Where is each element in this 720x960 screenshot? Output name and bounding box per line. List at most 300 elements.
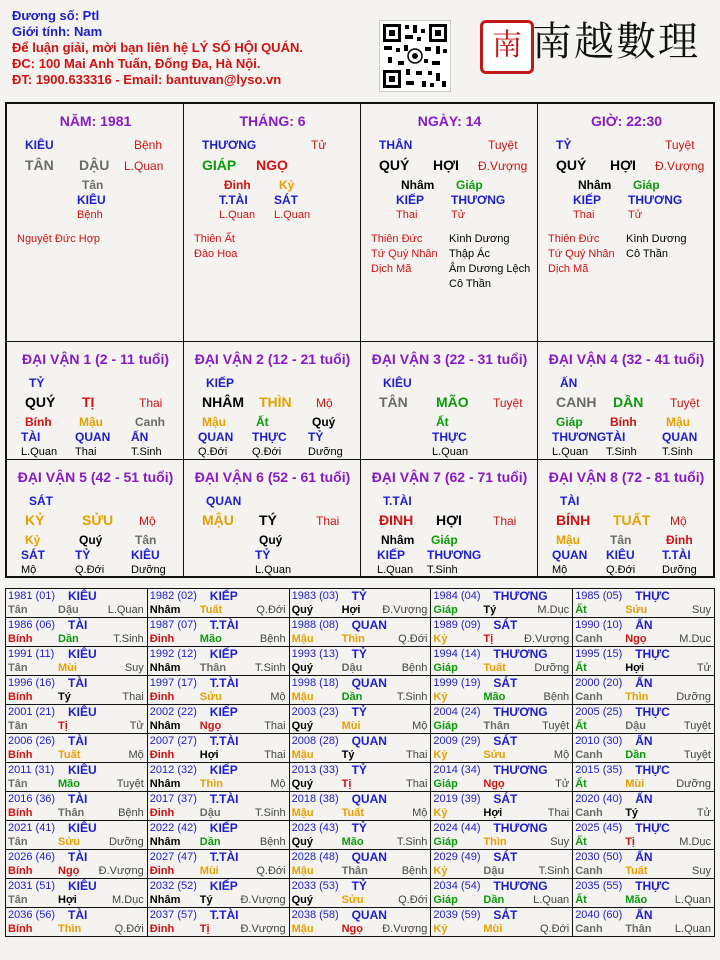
dai-van-stem: NHÂM	[202, 394, 244, 410]
dai-van-stem: MẬU	[202, 512, 234, 528]
year-stem: Giáp	[433, 662, 458, 674]
year-ten-god: ẤN	[635, 734, 653, 748]
hidden-ten-god: QUAN	[75, 430, 111, 444]
year-ten-god: THỰC	[635, 763, 670, 777]
year-stage: L.Quan	[107, 604, 144, 616]
pillar-branch-stage: Đ.Vượng	[478, 159, 528, 173]
year-ten-god: ẤN	[635, 676, 653, 690]
hidden-stage: Q.Đới	[606, 564, 636, 576]
hidden-stage: L.Quan	[552, 446, 589, 458]
year-stage: L.Quan	[674, 923, 711, 935]
hidden-ten-god: SÁT	[21, 548, 45, 562]
year-branch: Dậu	[341, 662, 363, 674]
year-label: 2029 (49)	[433, 851, 481, 863]
year-ten-god: TỶ	[351, 821, 367, 835]
year-branch: Tý	[199, 894, 213, 906]
year-branch: Ngọ	[58, 865, 80, 877]
hidden-stage: Bệnh	[77, 209, 103, 221]
year-label: 2004 (24)	[433, 706, 481, 718]
year-ten-god: T.TÀI	[209, 618, 239, 632]
year-stage: Dưỡng	[534, 662, 570, 674]
year-branch: Tị	[341, 778, 352, 790]
hidden-ten-god: ẤN	[131, 430, 149, 444]
hidden-stem: Quý	[259, 533, 283, 547]
year-label: 2035 (55)	[575, 880, 623, 892]
star: Dịch Mã	[548, 263, 589, 275]
year-ten-god: QUAN	[351, 850, 387, 864]
year-branch: Thìn	[483, 836, 507, 848]
year-branch: Tý	[58, 691, 71, 703]
year-branch: Dần	[341, 691, 363, 703]
year-stage: Thai	[405, 749, 428, 761]
hidden-stem: Ất	[256, 415, 269, 429]
year-branch: Dậu	[58, 604, 79, 616]
star: Kình Dương	[626, 233, 687, 245]
year-stem: Đinh	[149, 749, 175, 761]
year-label: 2019 (39)	[433, 793, 481, 805]
year-branch: Hợi	[199, 749, 219, 761]
year-stage: Đ.Vượng	[98, 865, 144, 877]
year-stem: Mậu	[291, 691, 314, 703]
year-branch: Ngọ	[625, 633, 647, 645]
dai-van-title: ĐẠI VẬN 6 (52 - 61 tuổi)	[194, 469, 351, 485]
year-label: 2036 (56)	[8, 909, 56, 921]
year-cell	[431, 763, 573, 792]
year-branch: Dậu	[199, 807, 221, 819]
year-stem: Canh	[575, 865, 603, 877]
hidden-ten-god: KIÊU	[77, 193, 106, 207]
dai-van-box	[184, 460, 361, 578]
year-stage: Mộ	[412, 720, 428, 732]
year-ten-god: SÁT	[493, 676, 518, 690]
year-ten-god: KIÊU	[68, 647, 97, 661]
year-branch: Thìn	[625, 691, 649, 703]
star: Thiên Đức	[371, 233, 423, 245]
year-row	[6, 647, 715, 676]
year-cell	[6, 676, 148, 705]
hidden-stage: Dưỡng	[308, 446, 343, 458]
year-cell	[573, 705, 715, 734]
year-branch: Tị	[625, 836, 635, 848]
year-label: 2031 (51)	[8, 880, 56, 892]
year-stem: Canh	[575, 807, 603, 819]
year-stem: Kỷ	[433, 923, 448, 935]
year-stem: Giáp	[433, 720, 458, 732]
year-stage: L.Quan	[674, 894, 711, 906]
year-cell	[147, 763, 289, 792]
year-ten-god: T.TÀI	[209, 850, 239, 864]
year-ten-god: TỶ	[351, 647, 367, 661]
year-stem: Bính	[8, 865, 33, 877]
year-ten-god: THƯƠNG	[493, 763, 548, 777]
year-branch: Tị	[483, 633, 494, 645]
pillar-title: GIỜ: 22:30	[590, 113, 663, 129]
year-cell	[147, 792, 289, 821]
year-branch: Sửu	[483, 749, 506, 761]
pillar-box	[184, 104, 361, 342]
year-cell	[289, 763, 431, 792]
dai-van-ten-god: T.TÀI	[383, 494, 412, 508]
year-stage: T.Sinh	[255, 662, 286, 674]
year-stem: Đinh	[149, 923, 175, 935]
hidden-stem: Mậu	[666, 415, 690, 429]
hidden-ten-god: QUAN	[662, 430, 698, 444]
hidden-ten-god: TỶ	[75, 548, 91, 562]
year-ten-god: KIẾP	[209, 705, 238, 719]
pillar-stage: Tuyệt	[488, 138, 518, 152]
year-branch: Tý	[625, 807, 639, 819]
year-branch: Thìn	[199, 778, 224, 790]
dai-van-title: ĐẠI VẬN 1 (2 - 11 tuổi)	[21, 351, 170, 367]
year-label: 2012 (32)	[149, 764, 197, 776]
year-cell	[289, 821, 431, 850]
year-cell	[289, 589, 431, 618]
hidden-stage: L.Quan	[219, 209, 256, 221]
year-ten-god: THƯƠNG	[493, 647, 548, 661]
dai-van-box	[7, 342, 184, 460]
year-label: 1987 (07)	[149, 619, 197, 631]
year-stem: Mậu	[291, 749, 314, 761]
dai-van-branch: DẦN	[613, 394, 644, 410]
dai-van-ten-god: KIÊU	[383, 376, 412, 390]
year-stage: T.Sinh	[255, 807, 286, 819]
dai-van-branch: MÃO	[436, 394, 469, 410]
year-cell	[147, 676, 289, 705]
year-label: 2000 (20)	[575, 677, 623, 689]
year-label: 1993 (13)	[291, 648, 339, 660]
year-branch: Thìn	[58, 923, 82, 935]
year-ten-god: THƯƠNG	[493, 821, 548, 835]
pillar-stage: Bệnh	[134, 138, 163, 152]
year-label: 2002 (22)	[149, 706, 197, 718]
hidden-ten-god: T.TÀI	[219, 193, 248, 207]
hidden-stem: Kỷ	[279, 178, 295, 192]
pillar-branch: DẬU	[79, 157, 110, 173]
year-label: 1999 (19)	[433, 677, 481, 689]
dai-van-stem: TÂN	[379, 394, 408, 410]
year-ten-god: QUAN	[351, 676, 387, 690]
hidden-stem: Kỷ	[25, 533, 41, 547]
dai-van-box	[361, 342, 538, 460]
hidden-ten-god: THƯƠNG	[451, 193, 506, 207]
dai-van-title: ĐẠI VẬN 2 (12 - 21 tuổi)	[194, 351, 351, 367]
year-label: 2025 (45)	[575, 822, 623, 834]
year-cell	[289, 705, 431, 734]
year-cell	[289, 850, 431, 879]
hidden-stage: T.Sinh	[606, 446, 637, 458]
year-label: 1990 (10)	[575, 619, 623, 631]
pillar-box	[538, 104, 715, 342]
hidden-ten-god: KIẾP	[573, 193, 602, 207]
year-cell	[147, 734, 289, 763]
dai-van-branch: TUẤT	[613, 512, 651, 528]
hidden-stem: Nhâm	[578, 178, 612, 192]
year-branch: Thân	[341, 865, 368, 877]
star: Cô Thần	[449, 278, 491, 290]
year-ten-god: TỶ	[351, 589, 367, 603]
year-ten-god: TÀI	[68, 850, 88, 864]
year-branch: Ngọ	[483, 778, 505, 790]
year-stem: Canh	[575, 691, 603, 703]
year-cell	[289, 908, 431, 937]
star: Thiên Ất	[194, 233, 235, 245]
year-stage: Thai	[547, 807, 570, 819]
year-stage: Thai	[264, 749, 286, 761]
year-stage: Bệnh	[118, 807, 144, 819]
year-stem: Nhâm	[149, 662, 181, 674]
year-ten-god: QUAN	[351, 734, 387, 748]
year-cell	[6, 792, 148, 821]
year-ten-god: ẤN	[635, 908, 653, 922]
hidden-stage: L.Quan	[377, 564, 414, 576]
year-cell	[289, 618, 431, 647]
year-ten-god: TỶ	[351, 763, 367, 777]
year-row	[6, 908, 715, 937]
year-stage: Q.Đới	[398, 894, 428, 906]
star: Đào Hoa	[194, 248, 238, 260]
year-stage: Dưỡng	[109, 836, 144, 848]
year-row	[6, 705, 715, 734]
seal-stamp: 南	[480, 20, 534, 74]
year-stage: T.Sinh	[113, 633, 144, 645]
dai-van-stage: Mộ	[139, 514, 156, 528]
year-stage: Tuyệt	[542, 720, 570, 732]
year-stem: Kỷ	[433, 807, 448, 819]
pillar-title: NGÀY: 14	[417, 113, 482, 129]
hidden-ten-god: KIÊU	[606, 548, 635, 562]
year-cell	[573, 850, 715, 879]
year-branch: Tý	[483, 604, 497, 616]
year-row	[6, 792, 715, 821]
year-label: 1981 (01)	[8, 590, 56, 602]
year-cell	[431, 879, 573, 908]
pillar-stem: QUÝ	[556, 157, 587, 173]
hidden-ten-god: QUAN	[198, 430, 234, 444]
year-label: 2033 (53)	[291, 880, 339, 892]
hidden-ten-god: THƯƠNG	[427, 548, 482, 562]
year-cell	[573, 647, 715, 676]
year-ten-god: KIÊU	[68, 821, 97, 835]
hidden-ten-god: THỰC	[252, 430, 287, 444]
year-stage: Tuyệt	[683, 749, 711, 761]
year-row	[6, 821, 715, 850]
year-cell	[147, 618, 289, 647]
year-branch: Tị	[199, 923, 210, 935]
year-ten-god: TÀI	[68, 676, 88, 690]
hidden-ten-god: THƯƠNG	[628, 193, 683, 207]
year-ten-god: THỰC	[635, 879, 670, 893]
year-ten-god: TÀI	[68, 792, 88, 806]
year-branch: Mùi	[341, 720, 361, 732]
year-label: 2039 (59)	[433, 909, 481, 921]
year-stem: Tân	[8, 894, 28, 906]
year-ten-god: THƯƠNG	[493, 705, 548, 719]
dai-van-stage: Mộ	[316, 396, 333, 410]
pillar-stem: GIÁP	[202, 157, 237, 173]
year-label: 2024 (44)	[433, 822, 481, 834]
year-label: 2011 (31)	[8, 764, 55, 776]
year-stage: Bệnh	[259, 836, 286, 848]
year-stage: Suy	[124, 662, 144, 674]
year-branch: Tuất	[483, 662, 506, 674]
year-branch: Tuất	[341, 807, 364, 819]
hidden-stage: Q.Đới	[75, 564, 105, 576]
year-cell	[573, 618, 715, 647]
year-stem: Kỷ	[433, 633, 448, 645]
year-cell	[6, 821, 148, 850]
year-branch: Dần	[625, 749, 646, 761]
year-cell	[431, 618, 573, 647]
year-stem: Bính	[8, 807, 33, 819]
phone-email: ĐT: 1900.633316 - Email: bantuvan@lyso.vn	[12, 72, 282, 87]
year-stage: Tử	[555, 778, 570, 790]
year-branch: Thân	[58, 807, 85, 819]
year-ten-god: THƯƠNG	[493, 879, 548, 893]
hidden-stem: Mậu	[202, 415, 226, 429]
pillar-stem: TÂN	[25, 157, 54, 173]
year-branch: Ngọ	[341, 923, 363, 935]
gender: Giới tính: Nam	[12, 24, 103, 39]
year-label: 2034 (54)	[433, 880, 481, 892]
year-branch: Dậu	[483, 865, 505, 877]
year-ten-god: TỶ	[351, 705, 367, 719]
year-stem: Canh	[575, 633, 603, 645]
hidden-ten-god: QUAN	[552, 548, 588, 562]
year-stage: T.Sinh	[396, 691, 428, 703]
year-label: 2037 (57)	[149, 909, 197, 921]
year-label: 1982 (02)	[149, 590, 197, 602]
pillar-box	[7, 104, 184, 342]
year-label: 1995 (15)	[575, 648, 623, 660]
year-stem: Nhâm	[149, 836, 181, 848]
year-stem: Đinh	[149, 691, 175, 703]
dai-van-stem: CANH	[556, 394, 597, 410]
hidden-ten-god: SÁT	[274, 193, 298, 207]
hidden-stem: Canh	[135, 415, 165, 429]
year-branch: Dần	[483, 894, 505, 906]
year-row	[6, 618, 715, 647]
dai-van-box	[184, 342, 361, 460]
year-row	[6, 850, 715, 879]
pillar-branch-stage: L.Quan	[124, 159, 164, 173]
pillar-branch: HỢI	[433, 157, 459, 173]
year-branch: Tuất	[58, 749, 81, 761]
hidden-stem: Giáp	[456, 178, 483, 192]
year-branch: Tuất	[625, 865, 648, 877]
year-stem: Tân	[8, 720, 28, 732]
hidden-stage: Thai	[396, 209, 418, 221]
dai-van-title: ĐẠI VẬN 8 (72 - 81 tuổi)	[548, 469, 705, 485]
year-label: 2016 (36)	[8, 793, 56, 805]
year-stem: Quý	[291, 662, 313, 674]
year-stem: Nhâm	[149, 778, 181, 790]
hidden-stem: Mậu	[556, 533, 580, 547]
hidden-stem: Tân	[135, 533, 157, 547]
year-ten-god: KIÊU	[68, 879, 97, 893]
year-stage: Q.Đới	[539, 923, 570, 935]
year-stage: L.Quan	[533, 894, 570, 906]
year-branch: Dần	[58, 633, 79, 645]
year-cell	[431, 792, 573, 821]
year-label: 1986 (06)	[8, 619, 56, 631]
year-label: 2027 (47)	[149, 851, 197, 863]
pillar-branch: HỢI	[610, 157, 636, 173]
year-ten-god: TÀI	[68, 734, 88, 748]
year-cell	[573, 908, 715, 937]
pillar-title: NĂM: 1981	[59, 113, 132, 129]
year-stem: Kỷ	[433, 865, 448, 877]
contact-note: Để luận giải, mời bạn liên hệ LÝ SỐ HỘI QUÁN.	[12, 40, 303, 55]
year-stage: Thai	[405, 778, 428, 790]
year-branch: Dậu	[625, 720, 646, 732]
year-branch: Thân	[625, 923, 652, 935]
year-stem: Tân	[8, 604, 28, 616]
year-label: 2022 (42)	[149, 822, 197, 834]
year-row	[6, 879, 715, 908]
hidden-stage: Thai	[75, 446, 97, 458]
year-ten-god: KIÊU	[68, 589, 97, 603]
year-cell	[6, 618, 148, 647]
year-label: 2006 (26)	[8, 735, 56, 747]
year-stem: Bính	[8, 691, 33, 703]
hidden-stage: Mộ	[21, 564, 37, 576]
year-stem: Giáp	[433, 604, 458, 616]
year-branch: Ngọ	[199, 720, 222, 732]
year-label: 1984 (04)	[433, 590, 481, 602]
year-stage: Q.Đới	[114, 923, 144, 935]
hidden-stage: T.Sinh	[131, 446, 162, 458]
year-stem: Tân	[8, 662, 28, 674]
year-cell	[573, 792, 715, 821]
year-ten-god: THỰC	[635, 705, 670, 719]
year-label: 2005 (25)	[575, 706, 623, 718]
star: Kình Dương	[449, 233, 510, 245]
year-stem: Đinh	[149, 633, 175, 645]
year-cell	[573, 676, 715, 705]
dai-van-ten-god: ẤN	[560, 376, 578, 390]
year-branch: Hợi	[341, 604, 361, 616]
pillar-branch-stage: Đ.Vượng	[655, 159, 705, 173]
year-stage: Tuyệt	[683, 720, 711, 732]
year-stage: Tử	[696, 662, 711, 674]
dai-van-branch: SỬU	[82, 512, 114, 528]
year-stage: Mộ	[412, 807, 428, 819]
dai-van-box	[361, 460, 538, 578]
year-stem: Giáp	[433, 836, 458, 848]
year-cell	[6, 734, 148, 763]
pillar-ten-god: THÂN	[379, 138, 413, 152]
year-stage: Mộ	[553, 749, 570, 761]
year-stem: Canh	[575, 749, 603, 761]
year-cell	[431, 908, 573, 937]
year-branch: Mùi	[483, 923, 503, 935]
year-ten-god: SÁT	[493, 908, 518, 922]
dai-van-branch: HỢI	[436, 512, 462, 528]
year-ten-god: KIẾP	[209, 763, 238, 777]
year-label: 1997 (17)	[149, 677, 197, 689]
dai-van-stage: Thai	[493, 514, 517, 528]
year-branch: Sửu	[625, 604, 648, 616]
hidden-stage: T.Sinh	[662, 446, 693, 458]
year-ten-god: KIẾP	[209, 821, 238, 835]
hidden-ten-god: KIÊU	[131, 548, 160, 562]
qr-code-icon	[379, 20, 451, 92]
year-stage: Đ.Vượng	[240, 894, 286, 906]
year-stage: M.Dục	[537, 604, 570, 616]
year-stem: Đinh	[149, 807, 175, 819]
year-ten-god: TÀI	[68, 618, 88, 632]
year-branch: Mão	[625, 894, 648, 906]
